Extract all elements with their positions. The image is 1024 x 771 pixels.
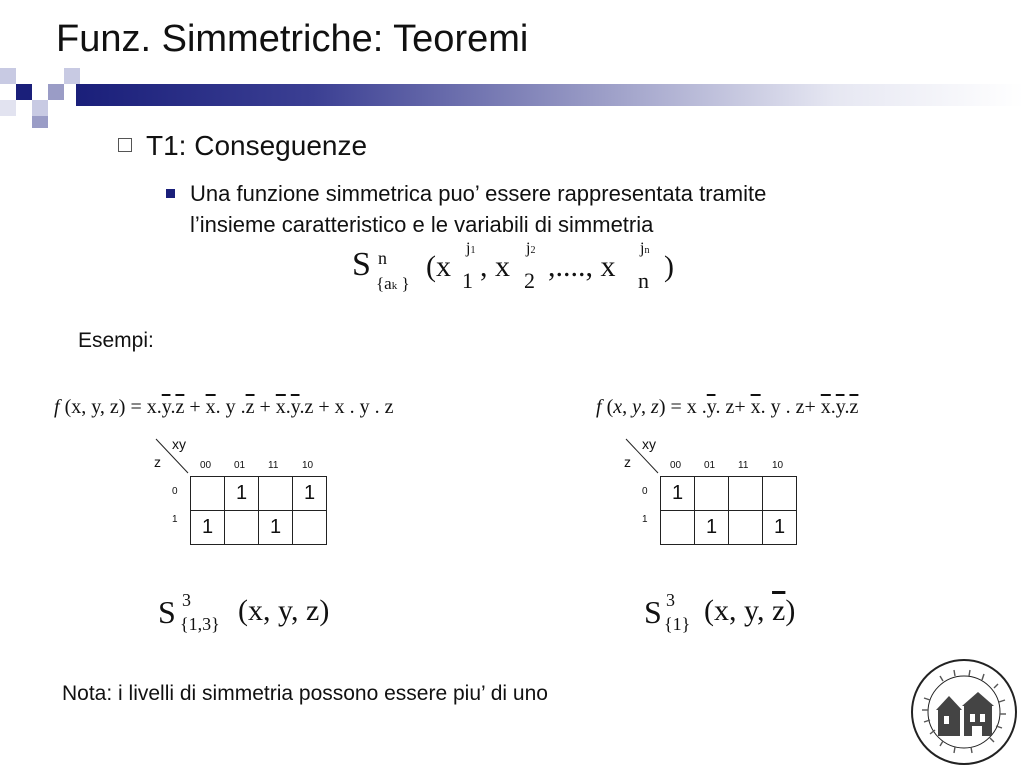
kmap2-row-var: z [624,454,631,470]
formula-open: (x [426,250,451,283]
main-formula [352,240,692,302]
bullet-level2 [166,178,966,240]
example2-karnaugh-map [620,436,810,548]
kmap-cell: 1 [225,477,259,511]
formula-close: ) [664,250,674,283]
example1-result: S 3 {1,3} (x, y, z) [158,590,330,634]
formula-x2: , x [480,250,510,283]
bullet2-line1: Una funzione simmetrica puo’ essere rappresentata tramite [190,181,767,206]
kmap2-col-header: 00 [670,460,682,471]
filled-square-bullet-icon [166,189,175,198]
kmap1-col-header: 01 [234,460,246,471]
formula-sup-n: n [378,248,387,268]
bullet-level1 [118,130,367,162]
kmap-cell: 1 [293,477,327,511]
kmap-cell [695,477,729,511]
formula-S: S [352,246,371,283]
kmap-cell [763,477,797,511]
kmap-cell [191,477,225,511]
kmap2-col-header: 11 [738,460,749,471]
kmap-cell: 1 [763,511,797,545]
kmap2-col-header: 10 [772,460,784,471]
kmap-cell [293,511,327,545]
kmap2-col-header: 01 [704,460,716,471]
kmap-cell [729,477,763,511]
kmap-cell: 1 [259,511,293,545]
examples-label: Esempi: [78,329,154,352]
formula-sub2: 2 [524,268,535,293]
kmap-cell [661,511,695,545]
kmap2-grid [660,476,797,545]
kmap-cell: 1 [191,511,225,545]
formula-subn: n [638,268,649,293]
kmap1-col-header: 10 [302,460,314,471]
kmap1-grid [190,476,327,545]
kmap1-row-header: 1 [172,514,178,525]
example1-function: f (x, y, $z) = x.\overline{y}.\overline{z} + \overline{x}$. y $.\overline{z} + \overline{x}.\overline{y}.z + x$ . y . z [54,396,394,418]
kmap-cell: 1 [661,477,695,511]
kmap2-row-header: 0 [642,486,648,497]
kmap1-row-header: 0 [172,486,178,497]
formula-sub-set: {ak } [376,274,410,293]
bullet2-line2: l’insieme caratteristico e le variabili di simmetria [190,212,654,237]
kmap1-col-header: 00 [200,460,212,471]
example2-function: f (x, y, z) = x $.\overline{y}$. $z+ \overline{x}$. y . $z+ \overline{x}.\overline{y}.\overline{z}$ [596,396,859,418]
formula-j2: j2 [526,240,536,257]
example2-result: S 3 {1} (x, y, $\overline{z}$) [644,590,796,634]
hollow-square-bullet-icon [118,138,132,152]
bullet1-text: T1: Conseguenze [146,130,368,161]
kmap-cell: 1 [695,511,729,545]
title-underline-bar [76,84,1024,106]
formula-dots: ,...., x [548,250,616,283]
example1-karnaugh-map [150,436,340,548]
kmap2-row-header: 1 [642,514,648,525]
formula-jn: jn [640,240,650,257]
kmap-cell [225,511,259,545]
formula-j1: j1 [466,240,476,257]
note-text: Nota: i livelli di simmetria possono essere piu’ di uno [62,682,548,705]
kmap2-col-var: xy [642,436,656,452]
kmap-cell [259,477,293,511]
kmap-cell [729,511,763,545]
kmap1-col-header: 11 [268,460,279,471]
formula-sub1: 1 [462,268,473,293]
kmap1-col-var: xy [172,436,186,452]
university-seal-logo [910,658,1018,766]
kmap1-row-var: z [154,454,161,470]
slide-title: Funz. Simmetriche: Teoremi [56,18,529,60]
